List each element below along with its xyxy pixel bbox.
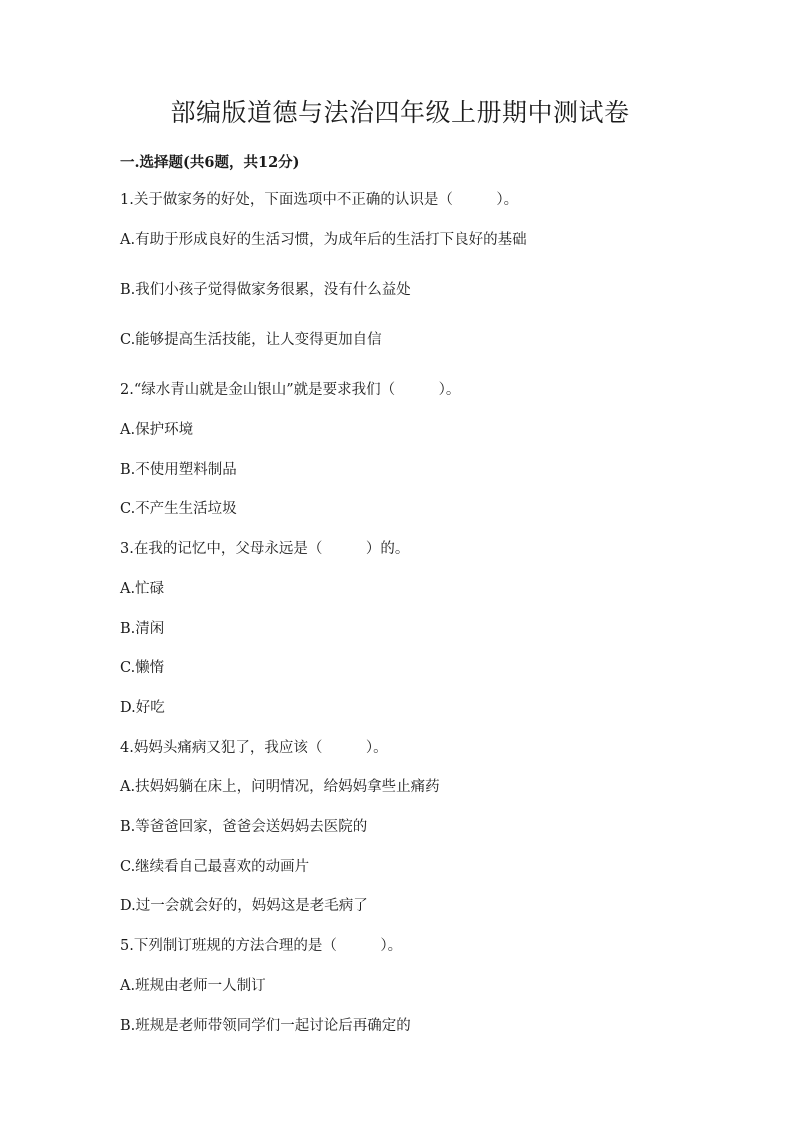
- question-2-option-c: C.不产生生活垃圾: [120, 501, 237, 517]
- question-4-option-a: A.扶妈妈躺在床上，问明情况，给妈妈拿些止痛药: [120, 779, 440, 795]
- question-1-option-c: C.能够提高生活技能，让人变得更加自信: [120, 332, 382, 348]
- question-4-option-b: B.等爸爸回家，爸爸会送妈妈去医院的: [120, 819, 368, 835]
- question-4-stem: 4.妈妈头痛病又犯了，我应该（ ）。: [120, 740, 388, 756]
- question-3-stem: 3.在我的记忆中，父母永远是（ ）的。: [120, 541, 410, 557]
- question-4-option-d: D.过一会就会好的，妈妈这是老毛病了: [120, 898, 368, 914]
- question-2-option-b: B.不使用塑料制品: [120, 462, 237, 478]
- question-5-option-a: A.班规由老师一人制订: [120, 978, 266, 994]
- question-3-option-b: B.清闲: [120, 621, 165, 637]
- question-3-option-c: C.懒惰: [120, 660, 165, 676]
- question-1-option-b: B.我们小孩子觉得做家务很累，没有什么益处: [120, 282, 411, 298]
- question-3-option-d: D.好吃: [120, 700, 165, 716]
- question-1-stem: 1.关于做家务的好处，下面选项中不正确的认识是（ ）。: [120, 192, 519, 208]
- question-5-option-b: B.班规是老师带领同学们一起讨论后再确定的: [120, 1018, 411, 1034]
- page-title: 部编版道德与法治四年级上册期中测试卷: [170, 98, 630, 127]
- question-4-option-c: C.继续看自己最喜欢的动画片: [120, 859, 310, 875]
- question-1-option-a: A.有助于形成良好的生活习惯，为成年后的生活打下良好的基础: [120, 232, 527, 248]
- question-2-option-a: A.保护环境: [120, 422, 194, 438]
- question-3-option-a: A.忙碌: [120, 581, 165, 597]
- section-heading: 一.选择题(共6题，共12分): [120, 154, 300, 171]
- question-5-stem: 5.下列制订班规的方法合理的是（ ）。: [120, 938, 403, 954]
- question-2-stem: 2.“绿水青山就是金山银山”就是要求我们（ ）。: [120, 382, 461, 398]
